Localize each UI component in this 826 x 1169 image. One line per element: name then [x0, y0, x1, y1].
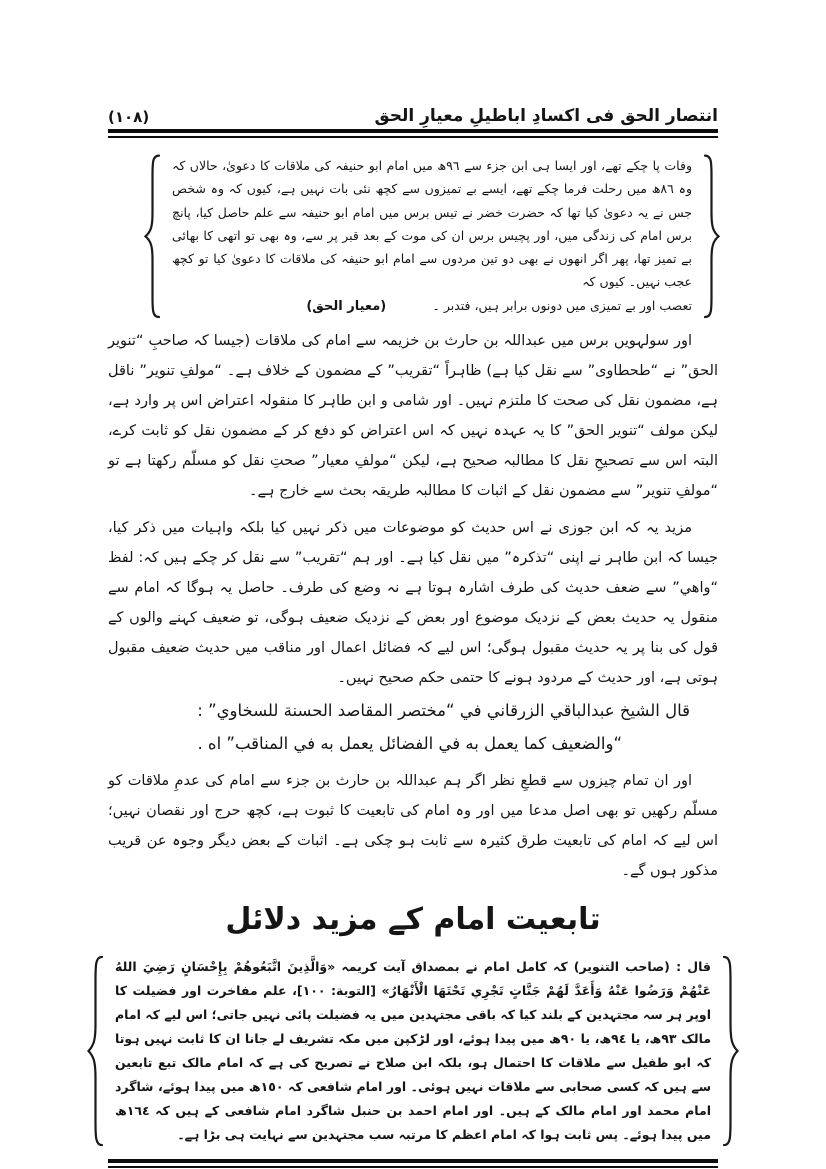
- top-quote-block: [172, 154, 692, 319]
- right-brace-icon: [700, 154, 722, 319]
- top-quote-text: وفات پا چکے تھے، اور ایسا ہی ابن جزء سے ٩٦ھ میں امام ابو حنیفہ کی ملاقات کا دعویٰ، حالاں کہ وہ ٨٦ھ میں رحلت فرما چکے تھے، ایسے بے تمیزوں سے کچھ نئی بات نہیں ہے، کیوں کہ وہ شخص جس نے یہ دعویٰ کیا تھا کہ حضرت خضر نے تیس برس میں امام ابو حنیفہ سے علم حاصل کیا، پانچ برس امام کی زندگی میں، اور پچیس برس ان کی موت کے بعد قبر پر سے، وہ بھی تو اتھی کا بھائی بے تمیز تھا، پھر اگر انھوں نے بھی دو تین مردوں سے امام ابو حنیفہ کی ملاقات کا دعویٰ کیا تو کچھ عجب نہیں۔ کیوں کہ: [172, 158, 692, 290]
- bottom-quote-text: قال : (صاحب التنوير) کہ کامل امام نے بمصداق آیت کریمہ «وَالَّذِينَ اتَّبَعُوهُمْ بِإِحْسَانٍ رَضِيَ اللهُ عَنْهُمْ وَرَضُوا عَنْهُ وَأَعَدَّ لَهُمْ جَنَّاتٍ تَجْرِي تَحْتَهَا الْأَنْهَارُ» [التوبة: ١٠٠]، علم مفاخرت اور فضیلت کا اوپر ہر سہ مجتہدین کے بلند کیا کہ باقی مجتہدین میں یہ فضیلت پائی نہیں جاتی؛ اس لیے کہ امام مالک ٩٣ھ، یا ٩٤ھ، یا ٩٠ھ میں پیدا ہوئے، اور لڑکپن میں مکہ تشریف لے جانا ان کا ثابت نہیں ہوتا کہ ابو طفیل سے ملاقات کا احتمال ہو، بلکہ ابن صلاح نے تصریح کی ہے کہ امام مالک تبع تابعین سے ہیں کہ کسی صحابی سے ملاقات نہیں ہوئی۔ اور امام شافعی کہ ١٥٠ھ میں پیدا ہوئے، شاگرد امام محمد اور امام مالک کے ہیں۔ اور امام احمد بن حنبل شاگرد امام شافعی کے ہیں کہ ١٦٤ھ میں پیدا ہوئے۔ پس ثابت ہوا کہ امام اعظم کا مرتبہ سب مجتہدین سے نہایت ہی بڑا ہے۔: [115, 959, 712, 1143]
- top-quote-attribution: (معیار الحق): [306, 298, 387, 314]
- header-rule: [108, 129, 718, 138]
- right-brace-icon: [719, 955, 741, 1147]
- page-header: [108, 106, 718, 126]
- arabic-quote-line: “والضعيف كما يعمل به في الفضائل يعمل به في المناقب” اه .: [197, 734, 622, 754]
- section-heading: تابعیت امام کے مزید دلائل: [225, 902, 601, 938]
- left-brace-icon: [142, 154, 164, 319]
- paragraph-ibn-jawzi: مزید یہ کہ ابن جوزی نے اس حدیث کو موضوعات میں ذکر نہیں کیا بلکہ واہیات میں ذکر کیا، جیسا کہ ابن طاہر نے اپنی “تذکرہ” میں نقل کیا ہے۔ اور ہم “تقریب” سے نقل کر چکے ہیں کہ: لفظ “واهي” سے ضعف حدیث کی طرف اشارہ ہوتا ہے نہ وضع کی طرف۔ حاصل یہ ہوگا کہ امام سے منقول یہ حدیث بعض کے نزدیک موضوع اور بعض کے نزدیک ضعیف ہوگی، تو ضعیف کہنے والوں کے قول کی بنا پر یہ حدیث مقبول ہوگی؛ اس لیے کہ فضائل اعمال اور مناقب میں حدیث ضعیف مقبول ہوتی ہے، اور حدیث کے مردود ہونے کا حتمی حکم صحیح نہیں۔: [108, 519, 718, 686]
- page-number: (١٠٨): [108, 108, 150, 126]
- top-quote-tail-line: [172, 294, 692, 319]
- arabic-intro-line: قال الشيخ عبدالباقي الزرقاني في “مختصر المقاصد الحسنة للسخاوي” :: [197, 700, 690, 720]
- left-brace-icon: [85, 955, 107, 1147]
- book-title: انتصار الحق فی اکسادِ اباطیلِ معیارِ الحق: [374, 106, 718, 126]
- paragraph-tabiyat: اور ان تمام چیزوں سے قطعِ نظر اگر ہم عبداللہ بن حارث بن جزء سے امام کی عدمِ ملاقات کو مسلّم رکھیں تو بھی اصل مدعا میں اور وہ امام کی تابعیت کا ثبوت ہے، کچھ حرج اور نقصان نہیں؛ اس لیے کہ امام کی تابعیت طرق کثیرہ سے ثابت ہو چکی ہے۔ اثبات کے بعض دیگر وجوہ عن قریب مذکور ہوں گے۔: [108, 773, 718, 880]
- footer-rule: [108, 1159, 718, 1168]
- top-quote-closing: تعصب اور بے تمیزی میں دونوں برابر ہیں، فتدبر ۔: [432, 297, 692, 313]
- bottom-quote-block: [115, 955, 711, 1147]
- paragraph-mulaqat: اور سولہویں برس میں عبداللہ بن حارث بن خزیمہ سے امام کی ملاقات (جیسا کہ صاحبِ “تنویر الحق” نے “طحطاوی” سے نقل کیا ہے) ظاہراً “تقریب” کے مضمون کے خلاف ہے۔ “مولفِ تنویر” ناقل ہے، مضمون نقل کی صحت کا ملتزم نہیں۔ اور شامی و ابن طاہر کا منقولہ اعتراض اس پر وارد ہے، لیکن مولف “تنویر الحق” کا یہ عہدہ نہیں کہ اس اعتراض کو دفع کر کے مضمون نقل کو ثابت کرے، البتہ اس سے تصحیحِ نقل کا مطالبہ صحیح ہے، لیکن “مولفِ معیار” صحتِ نقل کو مسلّم رکھتا ہے تو “مولفِ تنویر” سے مضمون نقل کے اثبات کا مطالبہ طریقہ بحث سے خارج ہے۔: [108, 332, 718, 499]
